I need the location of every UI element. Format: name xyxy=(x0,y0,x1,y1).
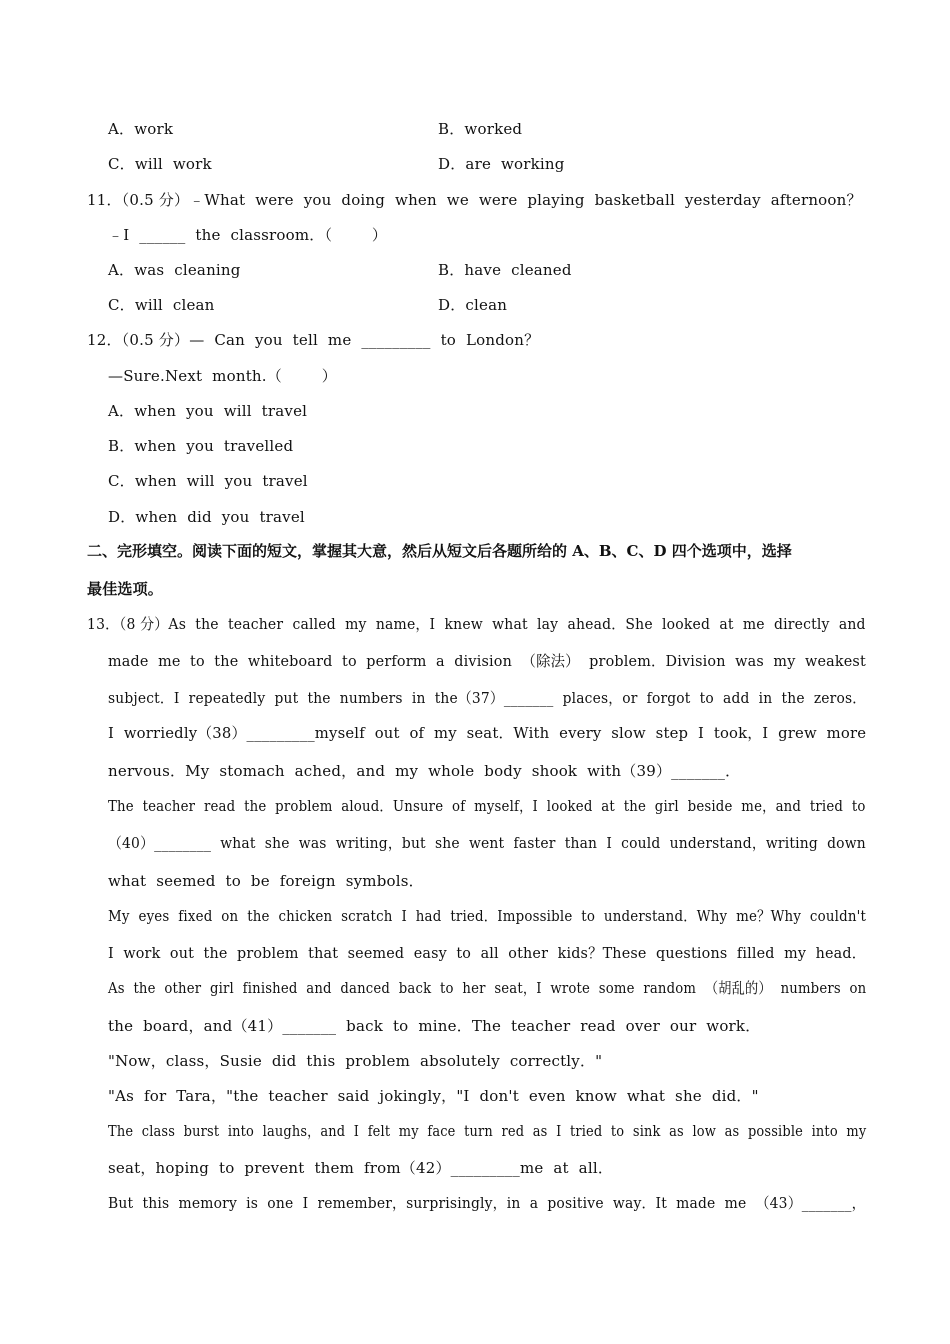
q11-option-d: D．clean xyxy=(438,296,508,314)
q13-line-15: The class burst into laughs，and I felt my face turn red as I tried to sink as low as possible into my xyxy=(108,1122,867,1140)
q10-option-b: B．worked xyxy=(438,120,523,138)
q11-option-c: C．will clean xyxy=(108,296,215,314)
q10-option-c: C．will work xyxy=(108,155,212,173)
q13-line-7: （40）________ what she was writing，but she went faster than I could understand，writing down xyxy=(108,834,866,852)
q13-line-9: My eyes fixed on the chicken scratch I had tried．Impossible to understand．Why me？Why couldn't xyxy=(108,907,867,925)
q12-option-c: C．when will you travel xyxy=(108,472,308,490)
q11-option-a: A．was cleaning xyxy=(108,261,241,279)
q13-line-12: the board，and（41）_______ back to mine．The teacher read over our work． xyxy=(108,1017,761,1035)
section2-heading-line1: 二、完形填空。阅读下面的短文，掌握其大意，然后从短文后各题所给的 A、B、C、D 四个选项中，选择 xyxy=(87,542,792,560)
q13-line-13: "Now，class，Susie did this problem absolutely correctly．" xyxy=(108,1052,603,1070)
q13-line-1: 13．（8 分）As the teacher called my name，I knew what lay ahead．She looked at me directly and xyxy=(87,615,866,633)
q13-line-10: I work out the problem that seemed easy to all other kids？These questions filled my head． xyxy=(108,944,867,962)
q13-line-17: But this memory is one I remember，surprisingly，in a positive way．It made me （43）_______， xyxy=(108,1194,866,1212)
q13-line-11: As the other girl finished and danced back to her seat，I wrote some random （胡乱的） numbers on xyxy=(108,979,867,997)
q12-stem: 12．（0.5 分）— Can you tell me _________ to London？ xyxy=(87,331,540,349)
q13-line-8: what seemed to be foreign symbols． xyxy=(108,872,424,890)
q12-line2: —Sure.Next month.（ ） xyxy=(108,367,337,385)
q10-option-d: D．are working xyxy=(438,155,565,173)
q13-line-2: made me to the whiteboard to perform a division （除法） problem．Division was my weakest xyxy=(108,652,866,670)
q13-line-14: "As for Tara，"the teacher said jokingly，"I don't even know what she did．" xyxy=(108,1087,759,1105)
q13-line-5: nervous．My stomach ached，and my whole body shook with（39）_______． xyxy=(108,762,741,780)
q11-line2: ﹣I ______ the classroom．（ ） xyxy=(108,226,388,244)
q10-option-a: A．work xyxy=(108,120,174,138)
q13-line-16: seat，hoping to prevent them from（42）_________me at all． xyxy=(108,1159,614,1177)
q13-line-4: I worriedly（38）_________myself out of my seat．With every slow step I took，I grew more xyxy=(108,724,867,742)
section2-heading-line2: 最佳选项。 xyxy=(87,580,164,598)
q13-line-6: The teacher read the problem aloud．Unsure of myself，I looked at the girl beside me，and tried to xyxy=(108,797,866,815)
q12-option-a: A．when you will travel xyxy=(108,402,308,420)
q13-line-3: subject．I repeatedly put the numbers in the（37）_______ places，or forgot to add in the zeros． xyxy=(108,689,867,707)
q12-option-d: D．when did you travel xyxy=(108,508,305,526)
q11-option-b: B．have cleaned xyxy=(438,261,572,279)
q11-stem: 11．（0.5 分）﹣What were you doing when we were playing basketball yesterday afternoon？ xyxy=(87,191,862,209)
q12-option-b: B．when you travelled xyxy=(108,437,294,455)
